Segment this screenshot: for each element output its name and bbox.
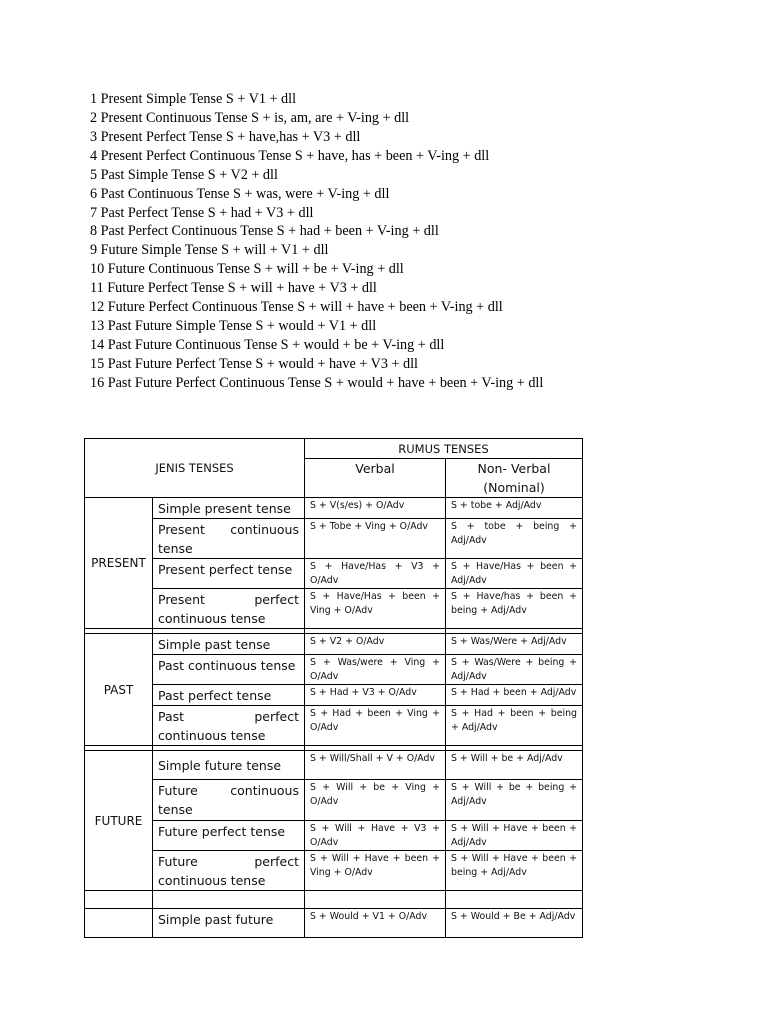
nominal-formula: S + Was/Were + Adj/Adv xyxy=(446,634,583,655)
nominal-formula: S + Would + Be + Adj/Adv xyxy=(446,909,583,938)
nominal-formula: S + tobe + Adj/Adv xyxy=(446,498,583,519)
verbal-formula: S + Would + V1 + O/Adv xyxy=(305,909,446,938)
verbal-formula: S + Have/Has + been + Ving + O/Adv xyxy=(305,589,446,629)
tense-name: Past perfect tense xyxy=(153,685,305,706)
formula-line: 12 Future Perfect Continuous Tense S + will + have + been + V-ing + dll xyxy=(90,299,503,316)
tense-formula-table xyxy=(84,438,583,938)
verbal-formula: S + Had + been + Ving + O/Adv xyxy=(305,706,446,746)
nominal-formula: S + Will + be + being + Adj/Adv xyxy=(446,780,583,821)
verbal-formula: S + Will + be + Ving + O/Adv xyxy=(305,780,446,821)
formula-line: 7 Past Perfect Tense S + had + V3 + dll xyxy=(90,204,314,221)
formula-line: 10 Future Continuous Tense S + will + be + V-ing + dll xyxy=(90,261,404,278)
formula-line: 6 Past Continuous Tense S + was, were + V-ing + dll xyxy=(90,185,390,202)
formula-line: 11 Future Perfect Tense S + will + have + V3 + dll xyxy=(90,280,377,297)
header-jenis-tenses: JENIS TENSES xyxy=(85,439,305,498)
tense-name: Past perfect continuous tense xyxy=(153,706,305,746)
tense-name: Future perfect tense xyxy=(153,821,305,851)
formula-line: 4 Present Perfect Continuous Tense S + have, has + been + V-ing + dll xyxy=(90,147,490,164)
formula-line: 1 Present Simple Tense S + V1 + dll xyxy=(90,91,297,107)
verbal-formula: S + Had + V3 + O/Adv xyxy=(305,685,446,706)
formula-line: 15 Past Future Perfect Tense S + would + have + V3 + dll xyxy=(90,355,418,372)
nominal-formula: S + Will + Have + been + being + Adj/Adv xyxy=(446,851,583,891)
header-verbal: Verbal xyxy=(305,459,446,498)
verbal-formula: S + Will/Shall + V + O/Adv xyxy=(305,751,446,780)
group-past-label: PAST xyxy=(85,634,153,746)
nominal-formula: S + Have/has + been + being + Adj/Adv xyxy=(446,589,583,629)
tense-name: Present perfect tense xyxy=(153,559,305,589)
nominal-formula: S + Was/Were + being + Adj/Adv xyxy=(446,655,583,685)
group-present-label: PRESENT xyxy=(85,498,153,629)
tense-name: Simple future tense xyxy=(153,751,305,780)
formula-line: 13 Past Future Simple Tense S + would + V1 + dll xyxy=(90,318,377,335)
verbal-formula: S + Will + Have + been + Ving + O/Adv xyxy=(305,851,446,891)
verbal-formula: S + Will + Have + V3 + O/Adv xyxy=(305,821,446,851)
nominal-formula: S + tobe + being + Adj/Adv xyxy=(446,519,583,559)
formula-line: 2 Present Continuous Tense S + is, am, are + V-ing + dll xyxy=(90,109,410,126)
nominal-formula: S + Have/Has + been + Adj/Adv xyxy=(446,559,583,589)
tense-name: Present continuous tense xyxy=(153,519,305,559)
group-empty-cell xyxy=(85,909,153,938)
verbal-formula: S + V2 + O/Adv xyxy=(305,634,446,655)
verbal-formula: S + Tobe + Ving + O/Adv xyxy=(305,519,446,559)
tense-name: Simple past future xyxy=(153,909,305,938)
nominal-formula: S + Had + been + Adj/Adv xyxy=(446,685,583,706)
formula-line: 16 Past Future Perfect Continuous Tense S + would + have + been + V-ing + dll xyxy=(90,374,544,391)
blank-row xyxy=(85,891,583,909)
tense-name: Past continuous tense xyxy=(153,655,305,685)
nominal-formula: S + Had + been + being + Adj/Adv xyxy=(446,706,583,746)
formula-line: 14 Past Future Continuous Tense S + would + be + V-ing + dll xyxy=(90,336,445,353)
verbal-formula: S + V(s/es) + O/Adv xyxy=(305,498,446,519)
formula-line: 3 Present Perfect Tense S + have,has + V3 + dll xyxy=(90,128,361,145)
group-future-label: FUTURE xyxy=(85,751,153,891)
nominal-formula: S + Will + Have + been + Adj/Adv xyxy=(446,821,583,851)
tense-formula-list xyxy=(90,90,730,393)
header-non-verbal: Non- Verbal (Nominal) xyxy=(446,459,583,498)
tense-name: Future perfect continuous tense xyxy=(153,851,305,891)
formula-line: 8 Past Perfect Continuous Tense S + had + been + V-ing + dll xyxy=(90,223,439,240)
verbal-formula: S + Was/were + Ving + O/Adv xyxy=(305,655,446,685)
tense-name: Future continuous tense xyxy=(153,780,305,821)
header-rumus-tenses: RUMUS TENSES xyxy=(305,439,583,459)
tense-name: Simple present tense xyxy=(153,498,305,519)
formula-line: 5 Past Simple Tense S + V2 + dll xyxy=(90,166,278,183)
tense-name: Simple past tense xyxy=(153,634,305,655)
formula-line: 9 Future Simple Tense S + will + V1 + dll xyxy=(90,242,329,259)
nominal-formula: S + Will + be + Adj/Adv xyxy=(446,751,583,780)
verbal-formula: S + Have/Has + V3 + O/Adv xyxy=(305,559,446,589)
tense-name: Present perfect continuous tense xyxy=(153,589,305,629)
